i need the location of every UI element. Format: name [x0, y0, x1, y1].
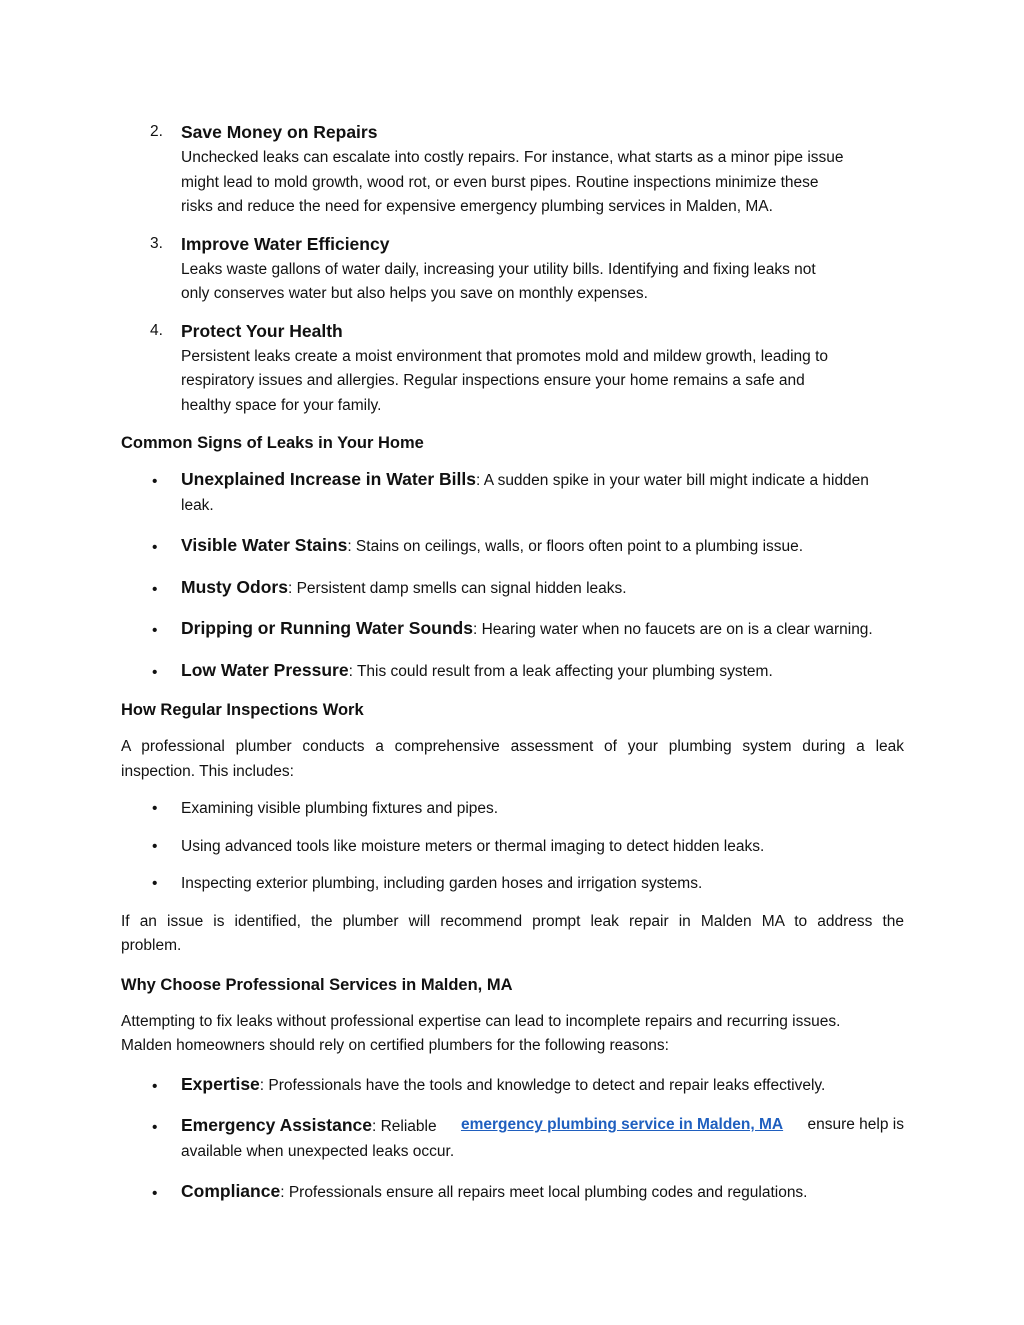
bullet-item: [121, 616, 904, 643]
bullet-text: Compliance: Professionals ensure all repairs meet local plumbing codes and regulations.: [181, 1181, 808, 1201]
body-line: healthy space for your family.: [181, 396, 382, 414]
bullet-icon: •: [152, 473, 158, 490]
paragraph-line: Malden homeowners should rely on certified plumbers for the following reasons:: [121, 1037, 669, 1054]
bullet-text: Visible Water Stains: Stains on ceilings, walls, or floors often point to a plumbing issue.: [181, 535, 804, 555]
section-heading: Common Signs of Leaks in Your Home: [121, 434, 424, 452]
bullet-icon: •: [152, 800, 158, 817]
item-title: Improve Water Efficiency: [181, 233, 390, 254]
bullet-icon: •: [152, 1185, 158, 1202]
paragraph-line: A professional plumber conducts a comprehensive assessment of your plumbing system during a leak: [121, 738, 904, 755]
bullet-item: [121, 1072, 904, 1099]
bullet-text-cont: leak.: [181, 496, 214, 514]
body-line: respiratory issues and allergies. Regular inspections ensure your home remains a safe and: [181, 372, 805, 389]
numbered-item: [121, 118, 904, 220]
item-number: 2.: [150, 123, 163, 140]
item-title: Save Money on Repairs: [181, 122, 378, 142]
bullet-text: Using advanced tools like moisture meters or thermal imaging to detect hidden leaks.: [181, 837, 765, 855]
bullet-text: Inspecting exterior plumbing, including garden hoses and irrigation systems.: [181, 875, 703, 892]
body-line: risks and reduce the need for expensive emergency plumbing services in Malden, MA.: [181, 198, 773, 215]
bullet-icon: •: [152, 663, 158, 681]
bullet-icon: •: [152, 539, 158, 556]
bullet-icon: •: [152, 837, 158, 855]
bullet-item: [121, 835, 904, 860]
body-line: might lead to mold growth, wood rot, or even burst pipes. Routine inspections minimize these: [181, 173, 819, 191]
bullet-icon: •: [152, 580, 158, 598]
emergency-plumbing-link[interactable]: emergency plumbing service in Malden, MA: [460, 1116, 784, 1133]
section-heading: Why Choose Professional Services in Malden, MA: [121, 975, 513, 994]
bullet-text: Emergency Assistance: Reliable emergency plumbing service in Malden, MA ensure help is: [181, 1113, 904, 1140]
paragraph-line: inspection. This includes:: [121, 762, 294, 780]
body-line: Leaks waste gallons of water daily, increasing your utility bills. Identifying and fixing leaks not: [181, 260, 816, 278]
body-line: Unchecked leaks can escalate into costly repairs. For instance, what starts as a minor pipe issue: [181, 149, 844, 166]
body-line: Persistent leaks create a moist environment that promotes mold and mildew growth, leading to: [181, 347, 829, 365]
bullet-text: Expertise: Professionals have the tools and knowledge to detect and repair leaks effectively.: [181, 1073, 826, 1094]
bullet-text-cont: available when unexpected leaks occur.: [181, 1142, 455, 1160]
bullet-icon: •: [152, 1077, 158, 1095]
bullet-text: Dripping or Running Water Sounds: Hearing water when no faucets are on is a clear warning.: [181, 618, 873, 638]
paragraph-line: Attempting to fix leaks without professional expertise can lead to incomplete repairs and recurring issues.: [121, 1012, 841, 1030]
bullet-icon: •: [152, 875, 158, 892]
bullet-item: [121, 1113, 904, 1164]
bullet-item: [121, 1179, 904, 1206]
bullet-item: [121, 467, 904, 518]
bullet-item: [121, 872, 904, 897]
bullet-text: Low Water Pressure: This could result from a leak affecting your plumbing system.: [181, 659, 773, 680]
item-title: Protect Your Health: [181, 320, 343, 341]
paragraph-line: If an issue is identified, the plumber will recommend prompt leak repair in Malden MA to address the: [121, 912, 904, 930]
section-heading: How Regular Inspections Work: [121, 701, 364, 719]
document-page: [121, 118, 904, 1206]
bullet-text: Examining visible plumbing fixtures and pipes.: [181, 800, 499, 817]
bullet-item: [121, 575, 904, 602]
paragraph-line: problem.: [121, 937, 182, 954]
bullet-text: Unexplained Increase in Water Bills: A sudden spike in your water bill might indicate a hidden: [181, 469, 869, 489]
bullet-item: [121, 533, 904, 560]
bullet-item: [121, 797, 904, 822]
item-number: 3.: [150, 234, 163, 252]
body-line: only conserves water but also helps you save on monthly expenses.: [181, 285, 648, 302]
numbered-item: [121, 317, 904, 419]
bullet-item: [121, 658, 904, 685]
bullet-icon: •: [152, 622, 158, 639]
item-number: 4.: [150, 321, 163, 339]
bullet-icon: •: [152, 1119, 158, 1136]
bullet-text: Musty Odors: Persistent damp smells can signal hidden leaks.: [181, 576, 627, 597]
numbered-item: [121, 230, 904, 307]
